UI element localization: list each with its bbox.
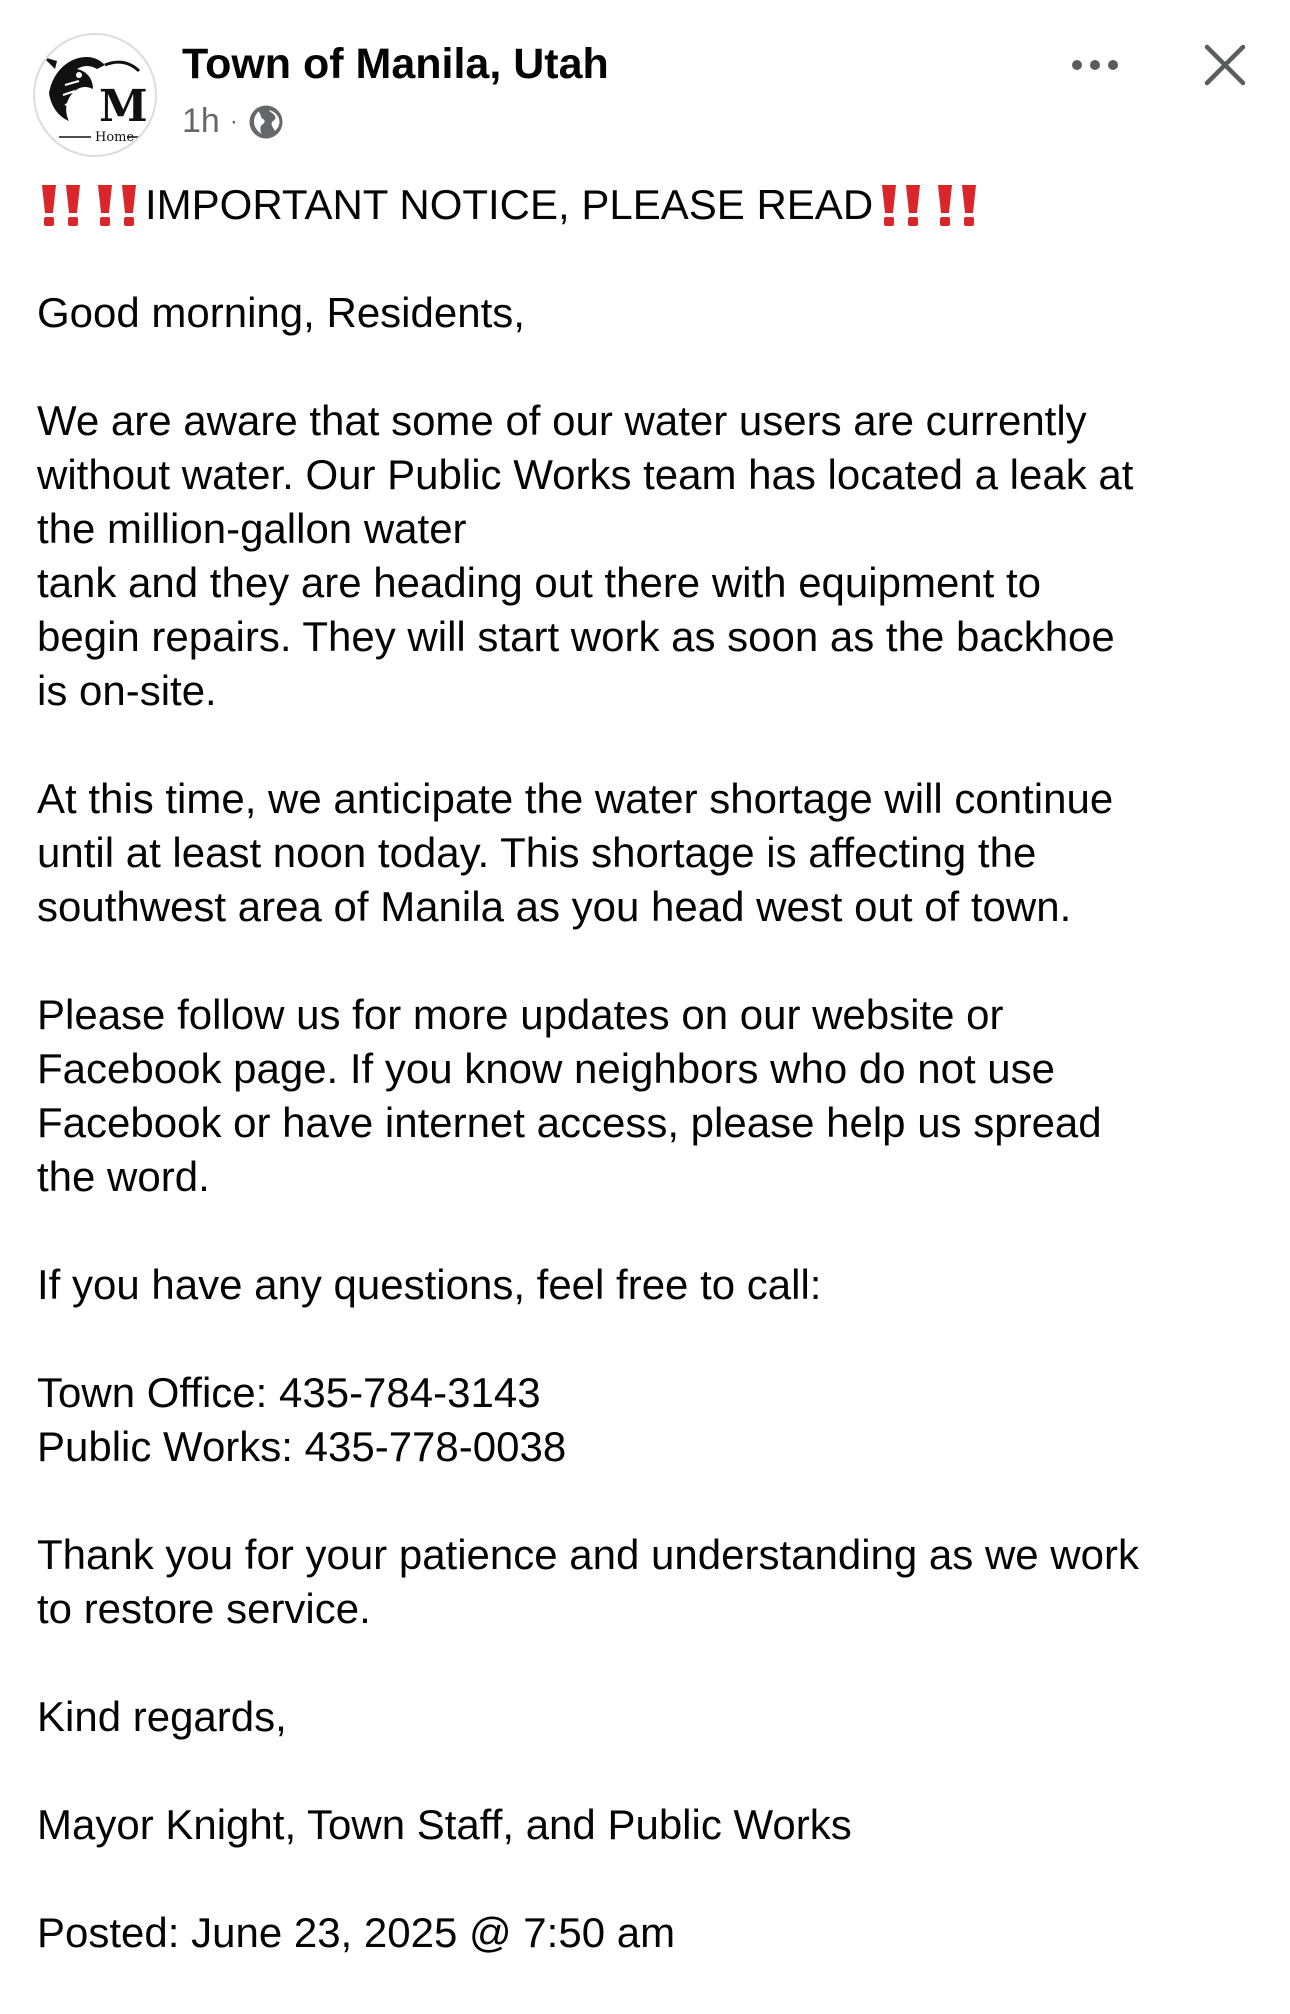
double-exclamation-icon [935, 183, 979, 227]
text-line: Facebook or have internet access, please help us spread [37, 1099, 1102, 1146]
paragraph-updates [37, 988, 1262, 1204]
notice-heading [37, 178, 1262, 232]
greeting: Good morning, Residents, [37, 289, 525, 336]
double-exclamation-icon [879, 183, 923, 227]
text-line: At this time, we anticipate the water shortage will continue [37, 775, 1114, 822]
post-meta [182, 102, 284, 141]
text-line: is on-site. [37, 667, 217, 714]
logo-caption: Home [95, 130, 135, 145]
paragraph-thanks [37, 1528, 1262, 1636]
text-line: Thank you for your patience and understanding as we work [37, 1531, 1139, 1578]
text-line: the million-gallon water [37, 505, 467, 552]
contact-town-office: Town Office: 435-784-3143 [37, 1369, 541, 1416]
text-line: Facebook page. If you know neighbors who do not use [37, 1045, 1056, 1092]
logo-letter: M [99, 81, 148, 132]
page-avatar[interactable] [33, 33, 157, 157]
notice-text: IMPORTANT NOTICE, PLEASE READ [145, 181, 874, 228]
contact-public-works: Public Works: 435-778-0038 [37, 1423, 567, 1470]
posted-date: Posted: June 23, 2025 @ 7:50 am [37, 1909, 676, 1956]
town-logo [35, 35, 155, 155]
closing-line: Kind regards, [37, 1693, 287, 1740]
contact-list [37, 1366, 1262, 1474]
close-icon [1203, 43, 1247, 87]
meta-separator: · [229, 107, 238, 135]
post-header [0, 0, 1290, 170]
text-line: without water. Our Public Works team has located a leak at [37, 451, 1134, 498]
text-line: We are aware that some of our water users are currently [37, 397, 1087, 444]
text-line: until at least noon today. This shortage is affecting the [37, 829, 1037, 876]
text-line: southwest area of Manila as you head west out of town. [37, 883, 1072, 930]
more-horizontal-icon [1071, 59, 1119, 71]
post-timestamp[interactable]: 1h [182, 102, 220, 140]
text-line: begin repairs. They will start work as soon as the backhoe [37, 613, 1115, 660]
text-line: the word. [37, 1153, 210, 1200]
text-line: tank and they are heading out there with equipment to [37, 559, 1042, 606]
close-button[interactable] [1190, 30, 1260, 100]
questions-line: If you have any questions, feel free to call: [37, 1261, 822, 1308]
post-body [37, 178, 1262, 2014]
paragraph-shortage [37, 772, 1262, 934]
double-exclamation-icon [95, 183, 139, 227]
double-exclamation-icon [39, 183, 83, 227]
text-line: Please follow us for more updates on our website or [37, 991, 1004, 1038]
text-line: to restore service. [37, 1585, 371, 1632]
page-name-link[interactable]: Town of Manila, Utah [182, 40, 609, 88]
signature-line: Mayor Knight, Town Staff, and Public Works [37, 1801, 852, 1848]
globe-icon [248, 104, 284, 140]
paragraph-leak [37, 394, 1262, 718]
more-options-button[interactable] [1060, 40, 1130, 90]
